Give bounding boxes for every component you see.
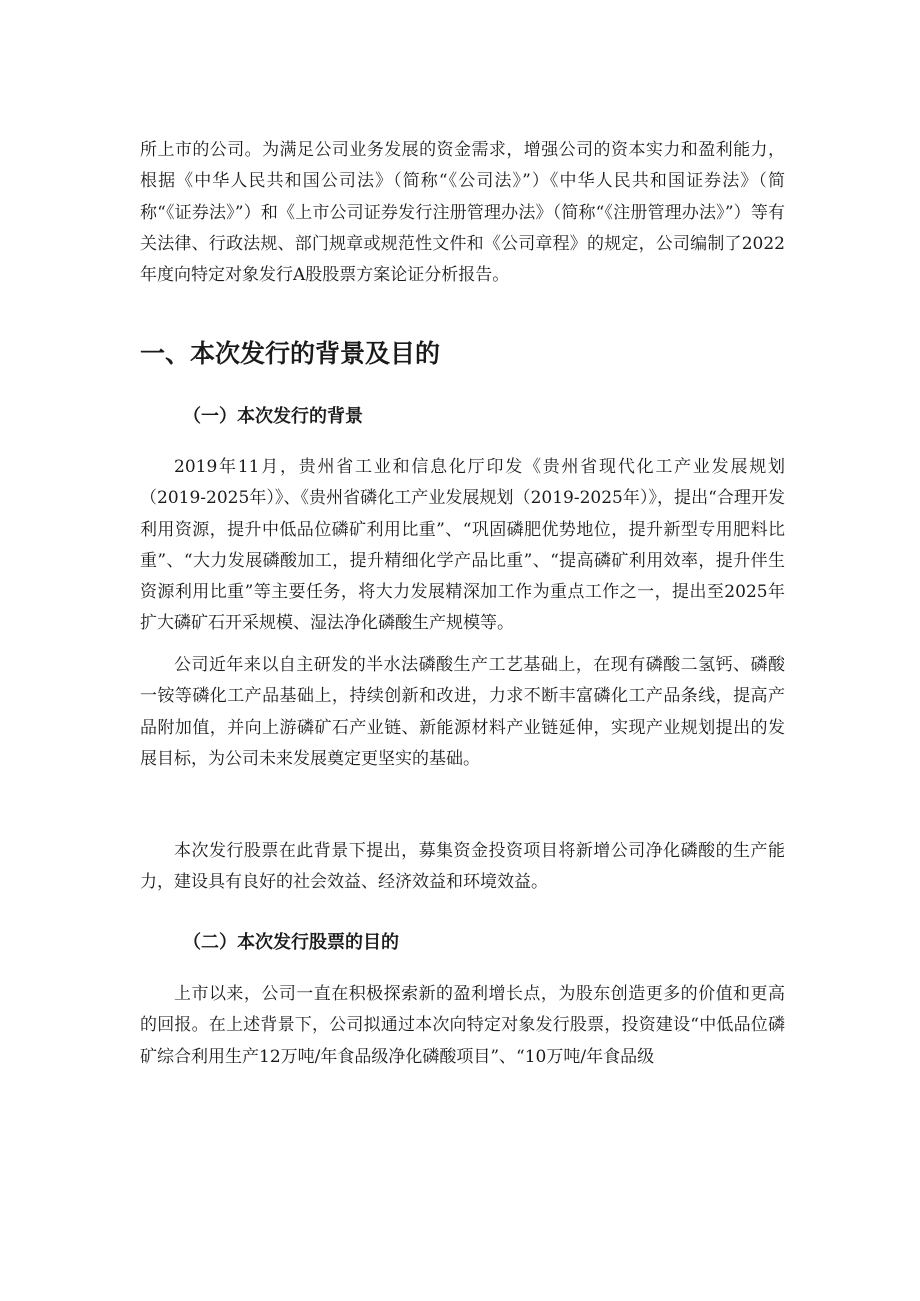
subsection-heading-purpose: （二）本次发行股票的目的 — [183, 932, 399, 953]
background-paragraph-1: 2019年11月，贵州省工业和信息化厅印发《贵州省现代化工产业发展规划（2019-2025年）》、《贵州省磷化工产业发展规划（2019-2025年）》，提出“合理开发利用资源，提升中低品位磷矿利用比重”、“巩固磷肥优势地位，提升新型专用肥料比重”、“大力发展磷酸加工，提升精细化学产品比重”、“提高磷矿利用效率，提升伴生资源利用比重”等主要任务，将大力发展精深加工作为重点工作之一，提出至2025年扩大磷矿石开采规模、湿法净化磷酸生产规模等。 — [140, 457, 785, 634]
section-heading: 一、本次发行的背景及目的 — [140, 339, 441, 368]
intro-paragraph: 所上市的公司。为满足公司业务发展的资金需求，增强公司的资本实力和盈利能力，根据《中华人民共和国公司法》（简称“《公司法》”）《中华人民共和国证券法》（简称“《证券法》”）和《上市公司证券发行注册管理办法》（简称“《注册管理办法》”）等有关法律、行政法规、部门规章或规范性文件和《公司章程》的规定，公司编制了2022年度向特定对象发行A股股票方案论证分析报告。 — [140, 140, 785, 286]
purpose-paragraph-1: 上市以来，公司一直在积极探索新的盈利增长点，为股东创造更多的价值和更高的回报。在上述背景下，公司拟通过本次向特定对象发行股票，投资建设“中低品位磷矿综合利用生产12万吨/年食品级净化磷酸项目”、“10万吨/年食品级 — [140, 984, 785, 1067]
subsection-heading-background: （一）本次发行的背景 — [183, 406, 363, 427]
background-paragraph-3: 本次发行股票在此背景下提出，募集资金投资项目将新增公司净化磷酸的生产能力，建设具有良好的社会效益、经济效益和环境效益。 — [140, 841, 785, 893]
background-paragraph-2: 公司近年来以自主研发的半水法磷酸生产工艺基础上，在现有磷酸二氢钙、磷酸一铵等磷化工产品基础上，持续创新和改进，力求不断丰富磷化工产品条线，提高产品附加值，并向上游磷矿石产业链、新能源材料产业链延伸，实现产业规划提出的发展目标，为公司未来发展奠定更坚实的基础。 — [140, 655, 785, 769]
